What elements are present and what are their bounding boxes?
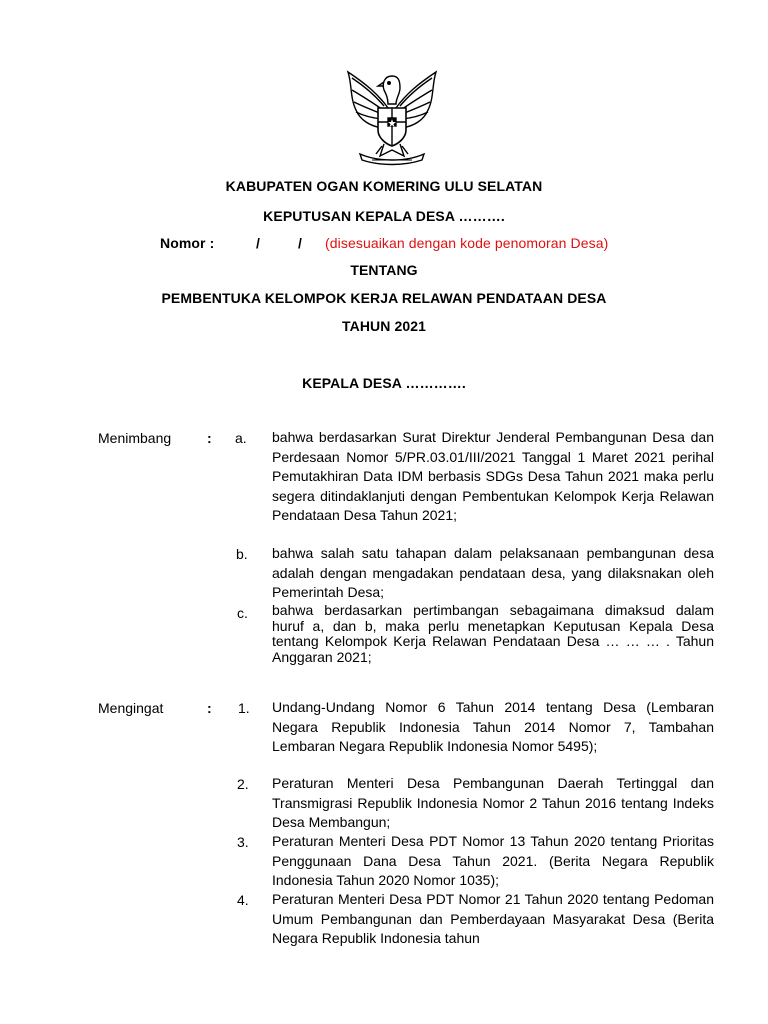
mengingat-mark-3: 3. — [237, 834, 249, 850]
decree-year: TAHUN 2021 — [342, 318, 426, 334]
mengingat-label: Mengingat — [98, 700, 164, 716]
mengingat-mark-1: 1. — [238, 700, 250, 716]
mengingat-item-4: Peraturan Menteri Desa PDT Nomor 21 Tahun 2020 tentang Pedoman Umum Pembangunan dan Pemberdayaan Masyarakat Desa (Berita Negara Republik Indonesia tahun — [272, 891, 714, 946]
nomor-slash-2: / — [298, 235, 302, 251]
village-head-heading: KEPALA DESA …………. — [302, 375, 466, 391]
menimbang-mark-c: c. — [237, 605, 248, 621]
menimbang-label: Menimbang — [98, 430, 172, 446]
menimbang-colon: : — [207, 430, 212, 446]
menimbang-mark-a: a. — [235, 430, 247, 446]
menimbang-mark-b: b. — [236, 546, 248, 562]
decree-number-line — [160, 235, 760, 251]
mengingat-item-3: Peraturan Menteri Desa PDT Nomor 13 Tahun 2020 tentang Prioritas Penggunaan Dana Desa Tahun 2021. (Berita Negara Republik Indonesia Tahun 2020 Nomor 1035); — [272, 833, 714, 888]
mengingat-mark-4: 4. — [237, 892, 249, 908]
nomor-slash-1: / — [256, 235, 260, 251]
menimbang-item-b: bahwa salah satu tahapan dalam pelaksanaan pembangunan desa adalah dengan mengadakan pendataan desa, yang dilaksnakan oleh Pemerintah Desa; — [272, 545, 714, 600]
mengingat-colon: : — [207, 700, 212, 716]
tentang-heading: TENTANG — [350, 262, 418, 278]
mengingat-mark-2: 2. — [237, 776, 249, 792]
regency-title: KABUPATEN OGAN KOMERING ULU SELATAN — [225, 178, 543, 194]
mengingat-item-1: Undang-Undang Nomor 6 Tahun 2014 tentang Desa (Lembaran Negara Republik Indonesia Tahun 2014 Nomor 7, Tambahan Lembaran Negara Republik Indonesia Nomor 5495); — [272, 699, 714, 754]
menimbang-item-a: bahwa berdasarkan Surat Direktur Jenderal Pembangunan Desa dan Perdesaan Nomor 5/PR.03.01/III/2021 Tanggal 1 Maret 2021 perihal Pemutakhiran Data IDM berbasis SDGs Desa Tahun 2021 maka perlu segera ditindaklanjuti dengan Pembentukan Kelompok Kerja Relawan Pendataan Desa Tahun 2021; — [272, 429, 714, 523]
menimbang-item-c: bahwa berdasarkan pertimbangan sebagaimana dimaksud dalam huruf a, dan b, maka perlu menetapkan Keputusan Kepala Desa tentang Kelompok Kerja Relawan Pendataan Desa … … … . Tahun Anggaran 2021; — [272, 602, 714, 665]
mengingat-item-2: Peraturan Menteri Desa Pembangunan Daerah Tertinggal dan Transmigrasi Republik Indonesia Nomor 2 Tahun 2016 tentang Indeks Desa Membangun; — [272, 775, 714, 830]
garuda-emblem-icon — [338, 64, 446, 168]
nomor-label: Nomor : — [160, 235, 215, 251]
decree-subject: PEMBENTUKA KELOMPOK KERJA RELAWAN PENDATAAN DESA — [161, 290, 607, 306]
decree-title: KEPUTUSAN KEPALA DESA ………. — [263, 208, 505, 224]
nomor-note: (disesuaikan dengan kode penomoran Desa) — [325, 235, 609, 251]
